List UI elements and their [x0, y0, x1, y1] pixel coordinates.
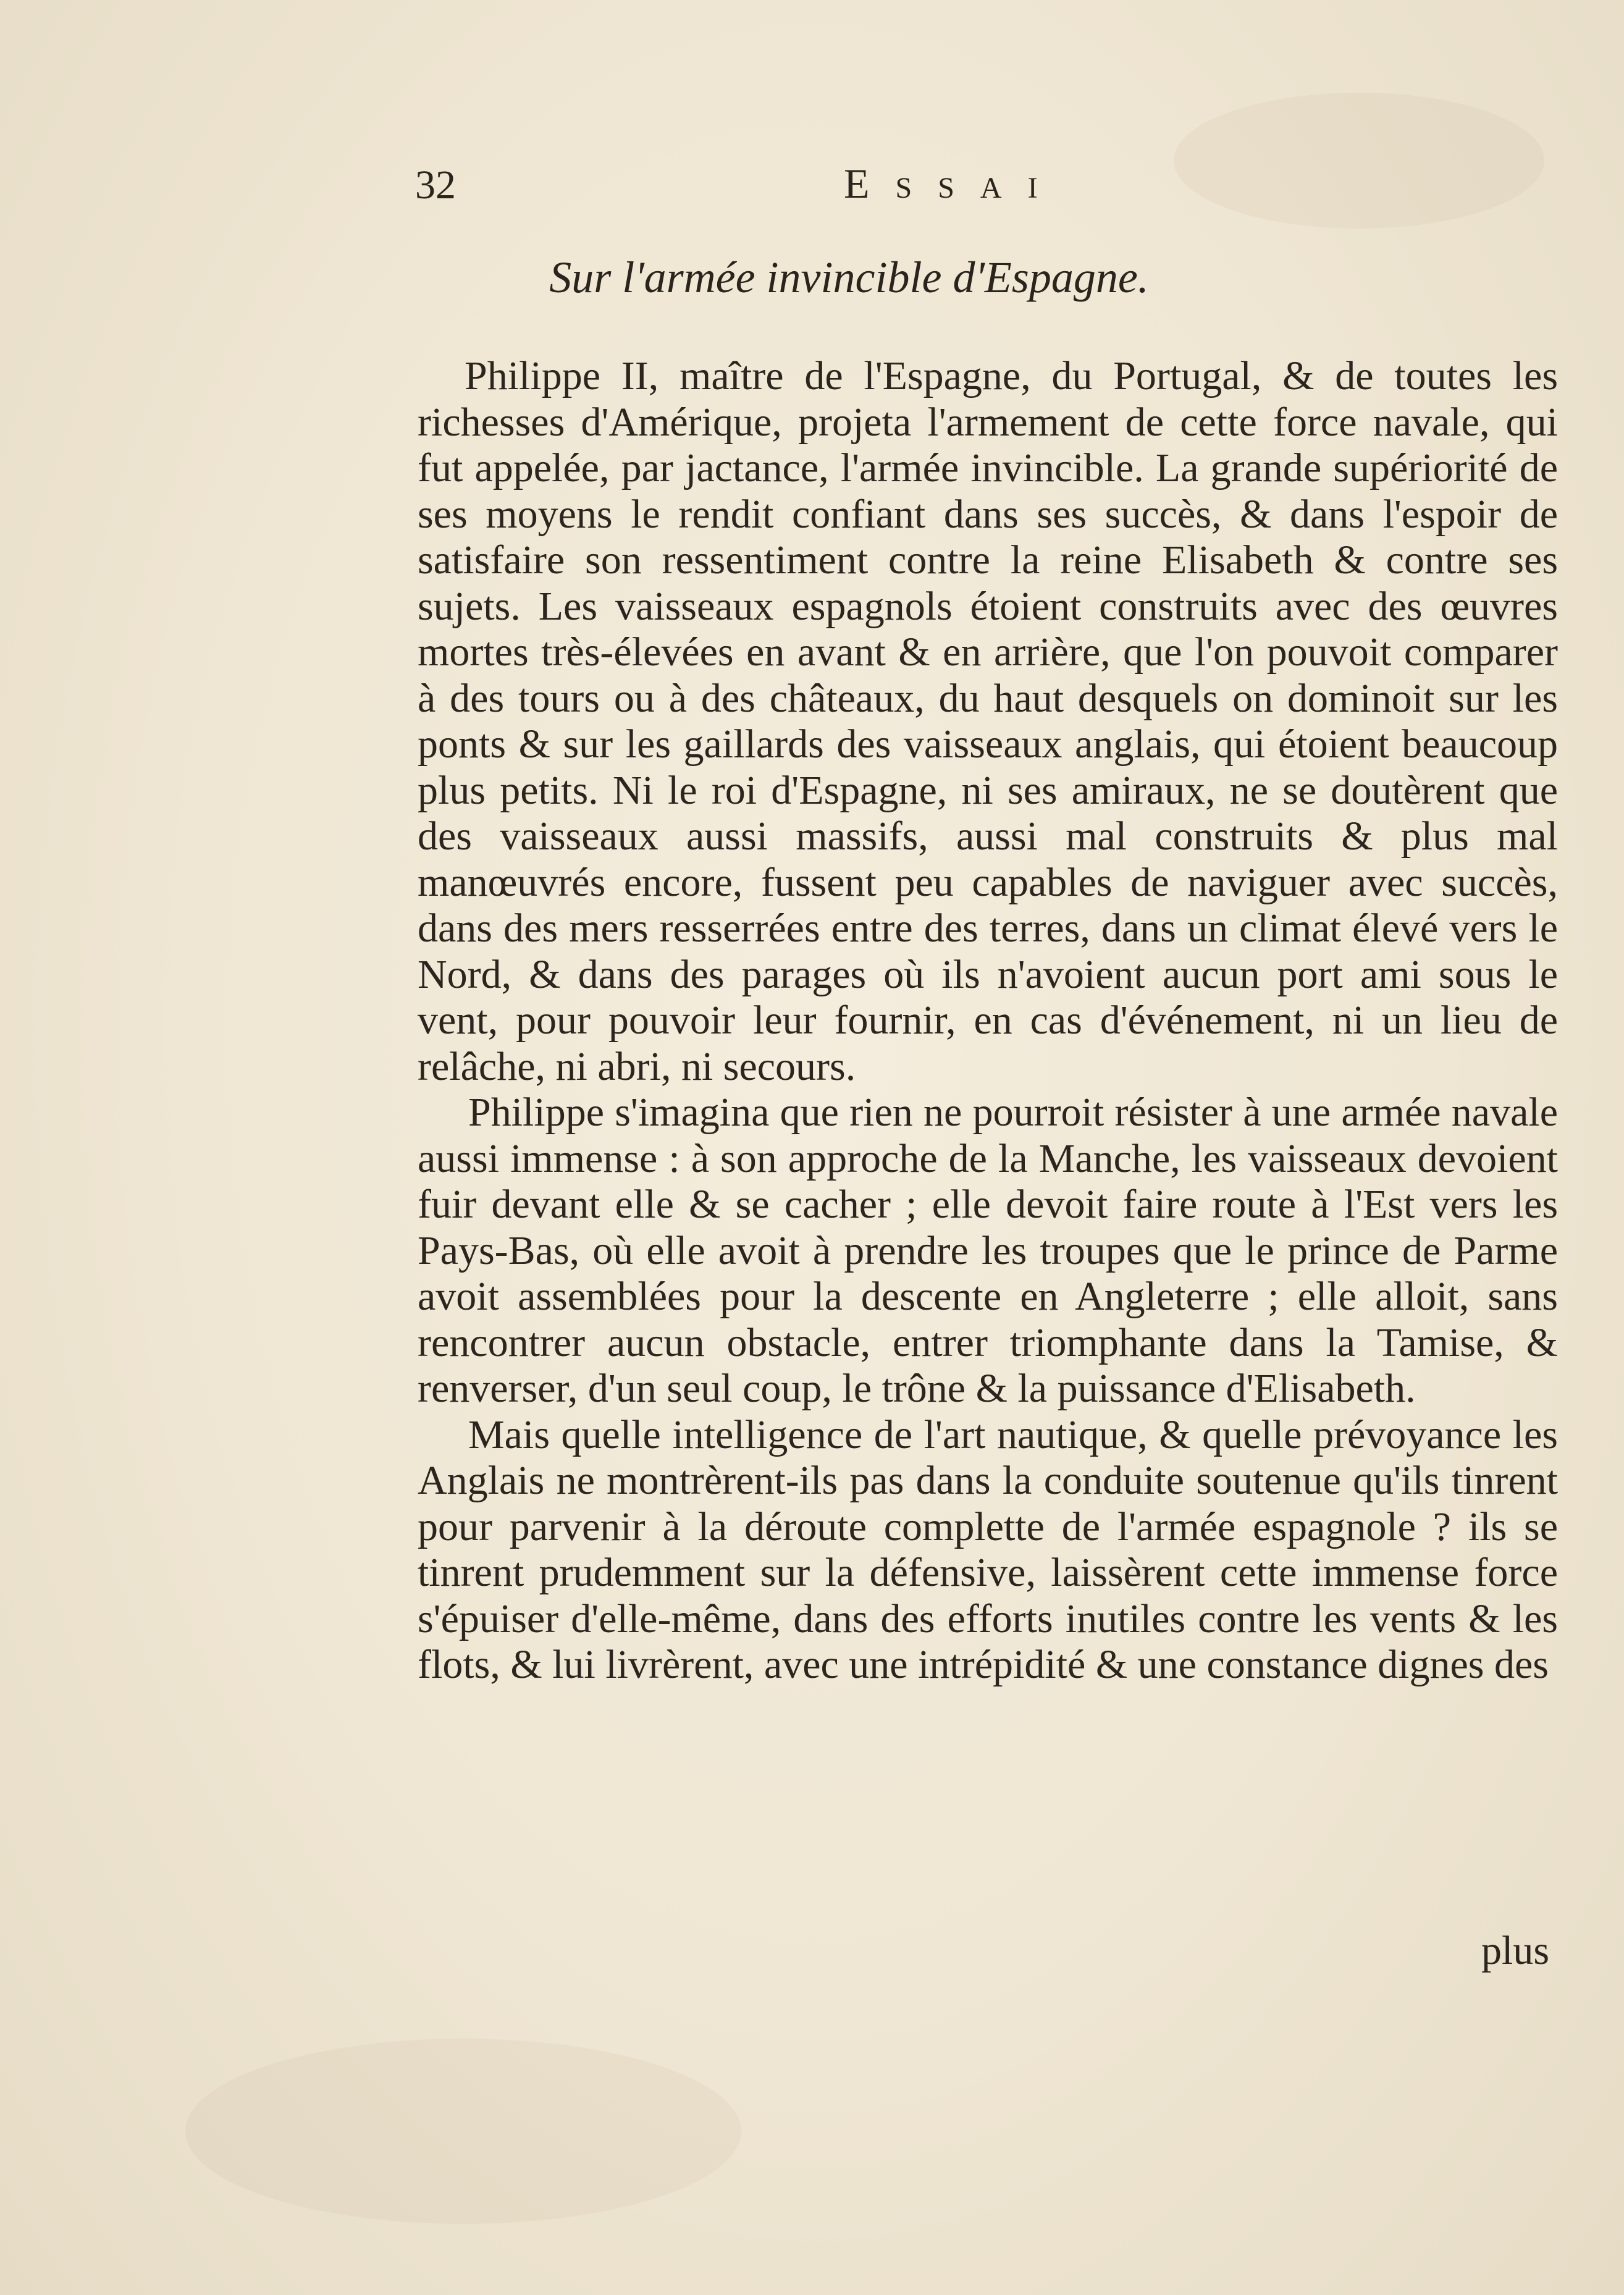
body-text — [418, 353, 1558, 1688]
paragraph: Mais quelle intelligence de l'art nautique, & quelle prévoyance les Anglais ne montrèrent-ils pas dans la conduite soutenue qu'ils tinrent pour parvenir à la déroute complette de l'armée espagnole ? ils se tinrent prudemment sur la défensive, laissèrent cette immense force s'épuiser d'elle-même, dans des efforts inutiles contre les vents & les flots, & lui livrèrent, avec une intrépidité & une constance dignes des — [418, 1412, 1558, 1687]
catchword: plus — [1481, 1928, 1550, 1973]
section-title: Sur l'armée invincible d'Espagne. — [549, 253, 1149, 302]
page-header — [0, 154, 1624, 216]
paragraph: Philippe s'imagina que rien ne pourroit résister à une armée navale aussi immense : à son approche de la Manche, les vaisseaux devoient fuir devant elle & se cacher ; elle devoit faire route à l'Est vers les Pays-Bas, où elle avoit à prendre les troupes que le prince de Parme avoit assemblées pour la descente en Angleterre ; elle alloit, sans rencontrer aucun obstacle, entrer triomphante dans la Tamise, & renverser, d'un seul coup, le trône & la puissance d'Elisabeth. — [418, 1090, 1558, 1411]
paper-stain — [185, 2039, 741, 2224]
page-number: 32 — [415, 162, 456, 208]
paragraph: Philippe II, maître de l'Espagne, du Portugal, & de toutes les richesses d'Amérique, projeta l'armement de cette force navale, qui fut appelée, par jactance, l'armée invincible. La grande supériorité de ses moyens le rendit confiant dans ses succès, & dans l'espoir de satisfaire son ressentiment contre la reine Elisabeth & contre ses sujets. Les vaisseaux espagnols étoient construits avec des œuvres mortes très-élevées en avant & en arrière, que l'on pouvoit comparer à des tours ou à des châteaux, du haut desquels on dominoit sur les ponts & sur les gaillards des vaisseaux anglais, qui étoient beaucoup plus petits. Ni le roi d'Espagne, ni ses amiraux, ne se doutèrent que des vaisseaux aussi massifs, aussi mal construits & plus mal manœuvrés encore, fussent peu capables de naviguer avec succès, dans des mers resserrées entre des terres, dans un climat élevé vers le Nord, & dans des parages où ils n'avoient aucun port ami sous le vent, pour pouvoir leur fournir, en cas d'événement, ni un lieu de relâche, ni abri, ni secours. — [418, 353, 1558, 1089]
running-title: Essai — [844, 160, 1064, 207]
